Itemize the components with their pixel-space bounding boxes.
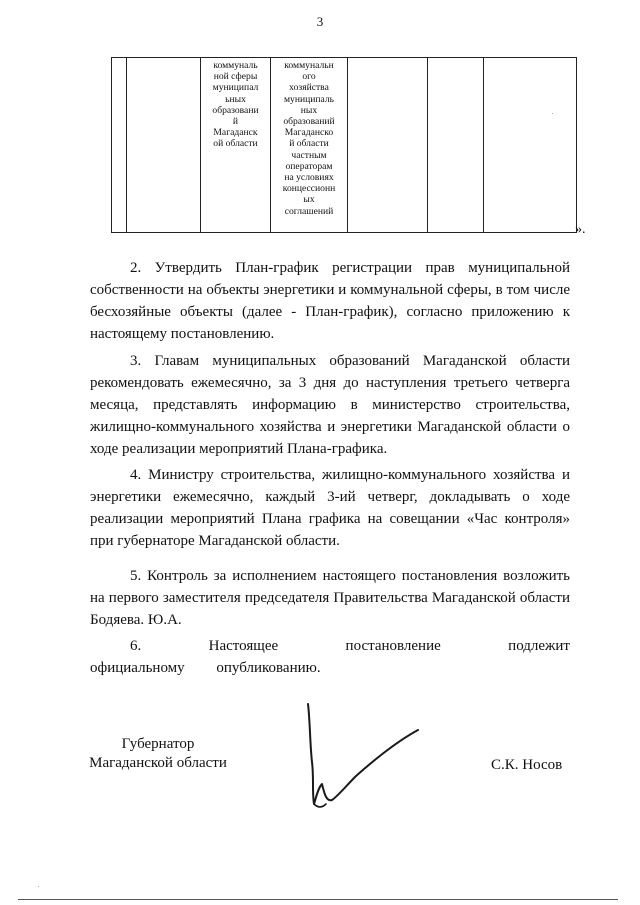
signatory-name: С.К. Носов (491, 757, 563, 773)
table-cell (348, 58, 428, 233)
table-cell (127, 58, 201, 233)
paragraph-5: 5. Контроль за исполнением настоящего постановления возложить на первого заместителя председателя Правительства Магаданской области Бодяева. Ю.А. (90, 568, 570, 628)
signatory-position-line: Губернатор (121, 736, 195, 752)
page-bottom-line (18, 899, 618, 900)
page-number: 3 (316, 14, 324, 29)
paragraph-3: 3. Главам муниципальных образований Магаданской области рекомендовать ежемесячно, за 3 дня до наступления третьего четверга месяца, представлять информацию в министерство строительства, жилищно-коммунального хозяйства и энергетики Магаданской области о ходе реализации мероприятий Плана-графика. (90, 353, 570, 457)
table-fragment (111, 57, 577, 233)
paragraph-6: 6. Настоящее постановление подлежит официальному опубликованию. (90, 638, 570, 676)
table-cell (271, 58, 348, 233)
table-cell (112, 58, 127, 233)
handwritten-signature (300, 700, 430, 820)
signatory-position-line: Магаданской области (89, 755, 227, 771)
table-cell (428, 58, 484, 233)
scan-speck (552, 113, 553, 114)
table-cell-text: коммуналь ной сферы муниципал ьных образовани й Магаданск ой области (212, 60, 259, 150)
table-row (112, 58, 577, 233)
scan-speck (38, 886, 39, 887)
table-closing-mark: ». (575, 222, 586, 237)
signatory-position (86, 735, 230, 773)
paragraph-2: 2. Утвердить План-график регистрации прав муниципальной собственности на объекты энергетики и коммунальной сферы, в том числе бесхозяйные объекты (далее - План-график), согласно приложению к настоящему постановлению. (90, 260, 570, 342)
table-cell-text: коммунальн ого хозяйства муниципаль ных образований Магаданско й области частным операторам на условиях концессионн ых соглашений (282, 60, 336, 217)
table-cell (201, 58, 271, 233)
table-cell (484, 58, 577, 233)
paragraph-4: 4. Министру строительства, жилищно-коммунального хозяйства и энергетики ежемесячно, каждый 3-ий четверг, докладывать о ходе реализации мероприятий Плана графика на совещании «Час контроля» при губернаторе Магаданской области. (90, 467, 570, 549)
